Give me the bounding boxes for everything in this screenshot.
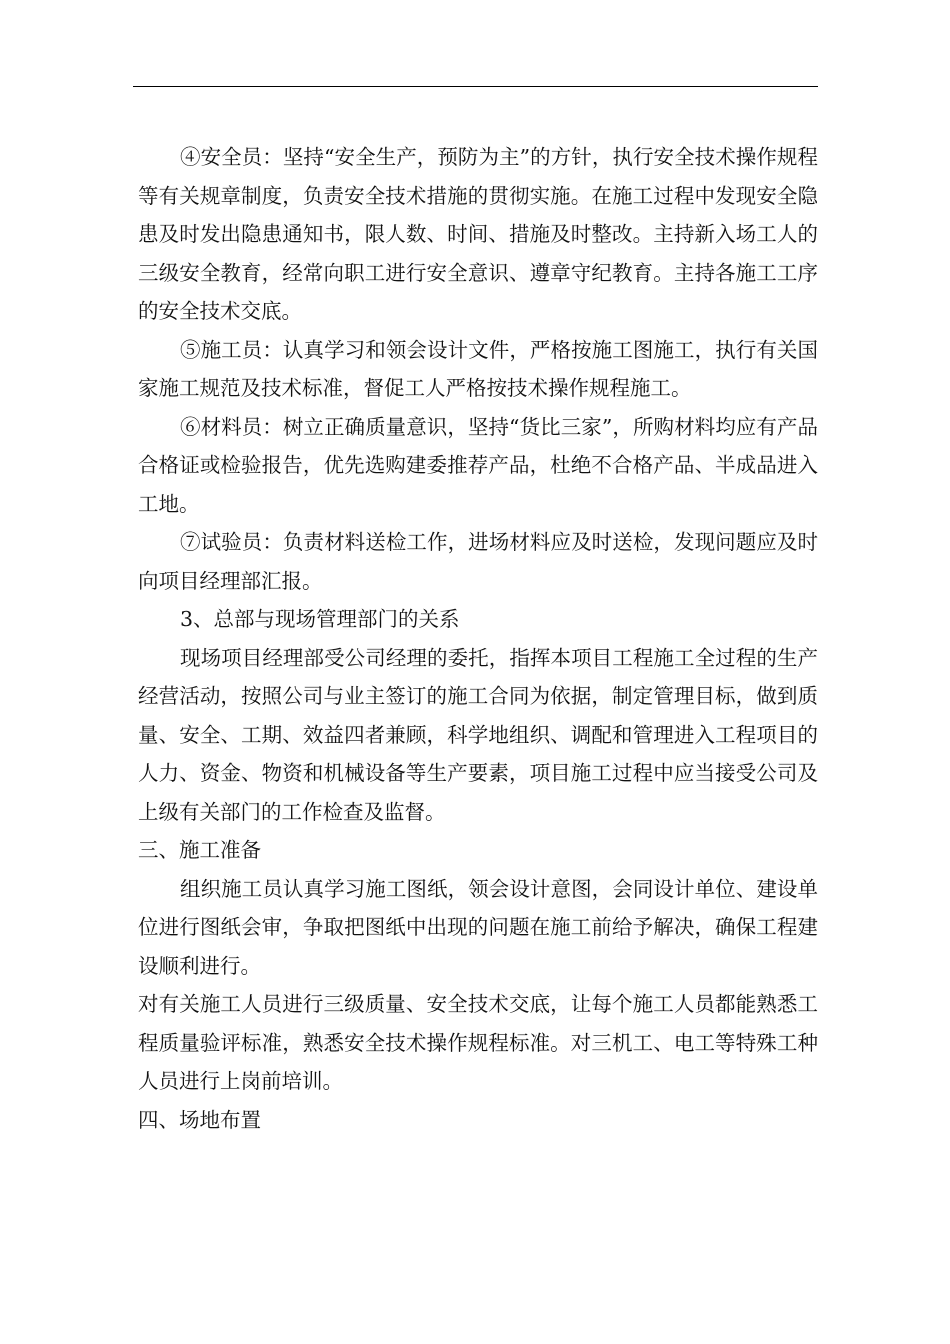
- paragraph-safety-officer: ④安全员：坚持“安全生产，预防为主”的方针，执行安全技术操作规程等有关规章制度，负责安全技术措施的贯彻实施。在施工过程中发现安全隐患及时发出隐患通知书，限人数、时间、措施及时整改。主持新入场工人的三级安全教育，经常向职工进行安全意识、遵章守纪教育。主持各施工工序的安全技术交底。: [138, 145, 818, 323]
- header-rule: [133, 86, 818, 87]
- section-heading-site-layout: 四、场地布置: [138, 1107, 261, 1132]
- document-body: [138, 138, 818, 1139]
- paragraph-relationship: 现场项目经理部受公司经理的委托，指挥本项目工程施工全过程的生产经营活动，按照公司与业主签订的施工合同为依据，制定管理目标，做到质量、安全、工期、效益四者兼顾，科学地组织、调配和管理进入工程项目的人力、资金、物资和机械设备等生产要素，项目施工过程中应当接受公司及上级有关部门的工作检查及监督。: [138, 645, 818, 824]
- paragraph-preparation-drawings: 组织施工员认真学习施工图纸，领会设计意图，会同设计单位、建设单位进行图纸会审，争取把图纸中出现的问题在施工前给予解决，确保工程建设顺利进行。: [138, 876, 818, 978]
- section-heading-preparation: 三、施工准备: [138, 838, 261, 862]
- paragraph-preparation-training: 对有关施工人员进行三级质量、安全技术交底，让每个施工人员都能熟悉工程质量验评标准，熟悉安全技术操作规程标准。对三机工、电工等特殊工种人员进行上岗前培训。: [138, 992, 818, 1093]
- paragraph-materials-officer: ⑥材料员：树立正确质量意识，坚持“货比三家”，所购材料均应有产品合格证或检验报告，优先选购建委推荐产品，杜绝不合格产品、半成品进入工地。: [138, 414, 818, 516]
- paragraph-construction-officer: ⑤施工员：认真学习和领会设计文件，严格按施工图施工，执行有关国家施工规范及技术标准，督促工人严格按技术操作规程施工。: [138, 337, 818, 400]
- section-heading-relationship: 3、总部与现场管理部门的关系: [180, 607, 460, 631]
- paragraph-testing-officer: ⑦试验员：负责材料送检工作，进场材料应及时送检，发现问题应及时向项目经理部汇报。: [138, 530, 818, 593]
